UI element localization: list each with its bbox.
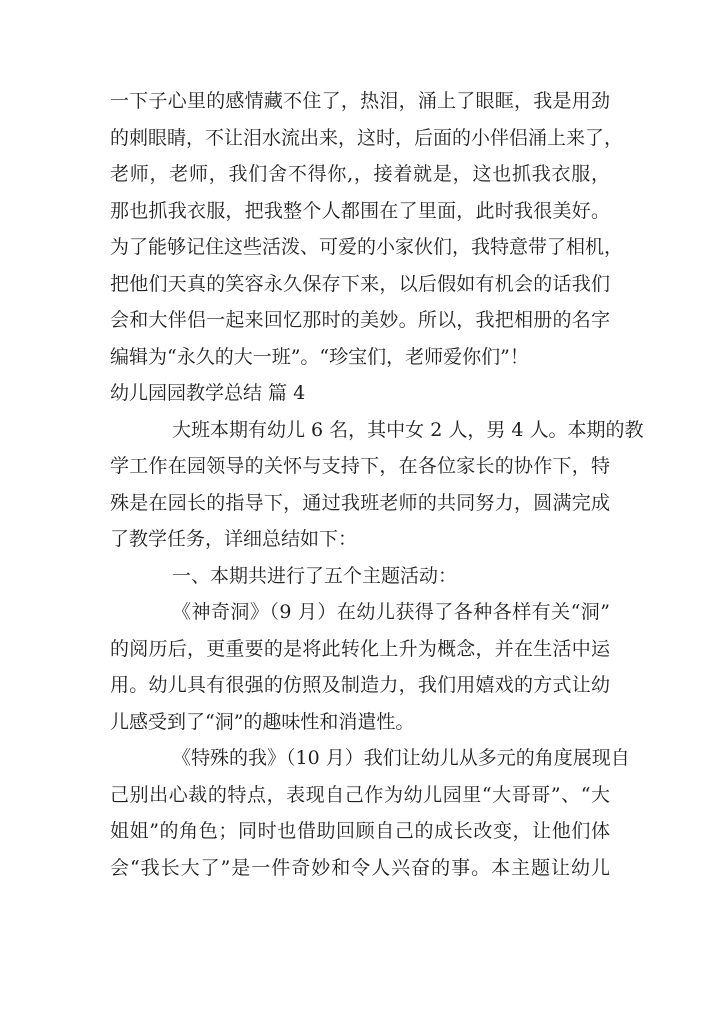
- document-body: [110, 83, 644, 886]
- text-line: 姐姐”的角色；同时也借助回顾自己的成长改变，让他们体: [110, 820, 610, 842]
- text-line: 为了能够记住这些活泼、可爱的小家伙们，我特意带了相机，: [110, 236, 624, 258]
- subheading: 一、本期共进行了五个主题活动：: [172, 564, 458, 587]
- text-line: 一下子心里的感情藏不住了，热泪，涌上了眼眶，我是用劲: [110, 90, 610, 112]
- text-line: 殊是在园长的指导下，通过我班老师的共同努力，圆满完成: [110, 491, 610, 514]
- text-line: 会“我长大了”是一件奇妙和令人兴奋的事。本主题让幼儿: [110, 856, 610, 879]
- text-line: 《神奇洞》（9 月）在幼儿获得了各种各样有关“洞”: [172, 601, 610, 623]
- text-line: 那也抓我衣服，把我整个人都围在了里面，此时我很美好。: [110, 199, 610, 222]
- text-line: 用。幼儿具有很强的仿照及制造力，我们用嬉戏的方式让幼: [110, 674, 610, 696]
- text-line: 编辑为“永久的大一班”。“珍宝们，老师爱你们”！: [110, 345, 529, 368]
- text-line: 学工作在园领导的关怀与支持下，在各位家长的协作下，特: [110, 455, 610, 477]
- text-line: 把他们天真的笑容永久保存下来，以后假如有机会的话我们: [110, 272, 610, 295]
- text-line: 的刺眼睛，不让泪水流出来，这时，后面的小伴侣涌上来了，: [110, 126, 624, 149]
- text-line: 《特殊的我》（10 月）我们让幼儿从多元的角度展现自: [172, 747, 630, 769]
- text-line: 的阅历后，更重要的是将此转化上升为概念，并在生活中运: [110, 637, 610, 660]
- text-line: 大班本期有幼儿 6 名，其中女 2 人，男 4 人。本期的教: [172, 418, 644, 441]
- text-line: 己别出心裁的特点，表现自己作为幼儿园里“大哥哥”、“大: [110, 783, 610, 806]
- text-line: 老师，老师，我们舍不得你,，接着就是，这也抓我衣服，: [110, 163, 610, 185]
- text-line: 儿感受到了“洞”的趣味性和消遣性。: [110, 710, 415, 733]
- text-line: 了教学任务，详细总结如下：: [110, 528, 358, 550]
- text-line: 会和大伴侣一起来回忆那时的美妙。所以，我把相册的名字: [110, 309, 610, 331]
- section-title: 幼儿园园教学总结 篇 4: [110, 382, 306, 404]
